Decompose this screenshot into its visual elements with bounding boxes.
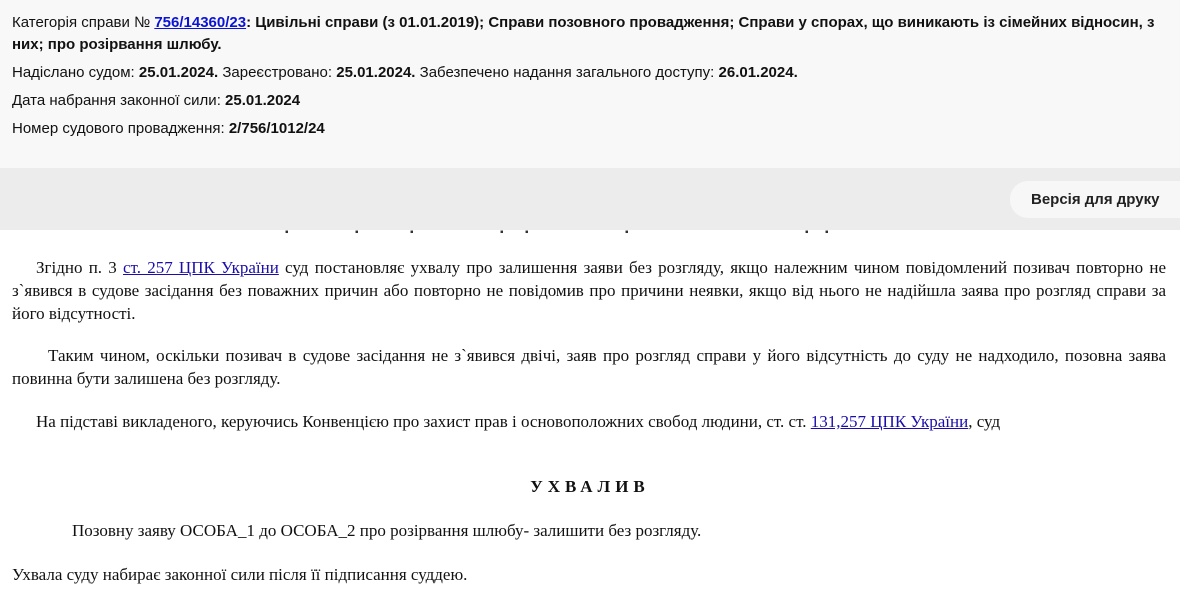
sent-label: Надіслано судом: [12, 64, 139, 81]
proceeding-label: Номер судового провадження: [12, 120, 229, 137]
effective-clause: Ухвала суду набирає законної сили після її підписання суддею. [12, 565, 468, 584]
effective-date-line [12, 90, 1168, 112]
print-version-button[interactable]: Версія для друку [1010, 181, 1180, 218]
paragraph-legal-basis [12, 256, 1166, 325]
case-category-label: Категорія справи № [12, 14, 155, 31]
access-label: Забезпечено надання загального доступу: [415, 64, 719, 81]
proceeding-number-line [12, 118, 1168, 140]
effective-date: 25.01.2024 [225, 92, 301, 109]
sent-date: 25.01.2024. [138, 64, 219, 81]
paragraph-conclusion: Таким чином, оскільки позивач в судове засідання не з`явився двічі, заяв про розгляд справи у його відсутність до суду не надходило, позовна заява повинна бути залишена без розгляду. [12, 346, 1166, 388]
articles-131-257-link[interactable]: 131,257 ЦПК України [810, 412, 969, 431]
case-number-link[interactable]: 756/14360/23 [154, 14, 247, 31]
decision-heading: УХВАЛИВ [530, 477, 650, 496]
article-257-link[interactable]: ст. 257 ЦПК України [123, 258, 279, 277]
registered-date: 25.01.2024. [336, 64, 416, 81]
decision-text: Позовну заяву ОСОБА_1 до ОСОБА_2 про розірвання шлюбу- залишити без розгляду. [72, 521, 702, 540]
case-category-line [12, 12, 1168, 56]
paragraph-grounds [12, 410, 1166, 433]
clipped-text-line: ▪ ▪ ▪ ▪ ▪ ▪ ▪ ▪ [285, 230, 831, 236]
case-category-value: : Цивільні справи (з 01.01.2019); Справи позовного провадження; Справи у спорах, що виникають із сімейних відносин, з них; про розірвання шлюбу. [12, 14, 1155, 53]
access-date: 26.01.2024. [718, 64, 798, 81]
p1-text-b: суд постановляє ухвалу про залишення заяви без розгляду, якщо належним чином повідомлений позивач повторно не з`явився в судове засідання без поважних причин або повторно не повідомив про причини неявки, якщо від нього не надійшла заява про розгляд справи за його відсутності. [12, 258, 1167, 323]
dates-line [12, 62, 1168, 84]
effective-label: Дата набрання законної сили: [12, 92, 226, 109]
proceeding-number: 2/756/1012/24 [228, 120, 325, 137]
p3-text-b: , суд [968, 412, 1001, 431]
toolbar [0, 168, 1180, 230]
case-metadata-panel [0, 0, 1180, 168]
p1-text-a: Згідно п. 3 [36, 258, 124, 277]
p3-text-a: На підставі викладеного, керуючись Конвенцією про захист прав і основоположних свобод людини, ст. ст. [36, 412, 811, 431]
registered-label: Зареєстровано: [218, 64, 337, 81]
